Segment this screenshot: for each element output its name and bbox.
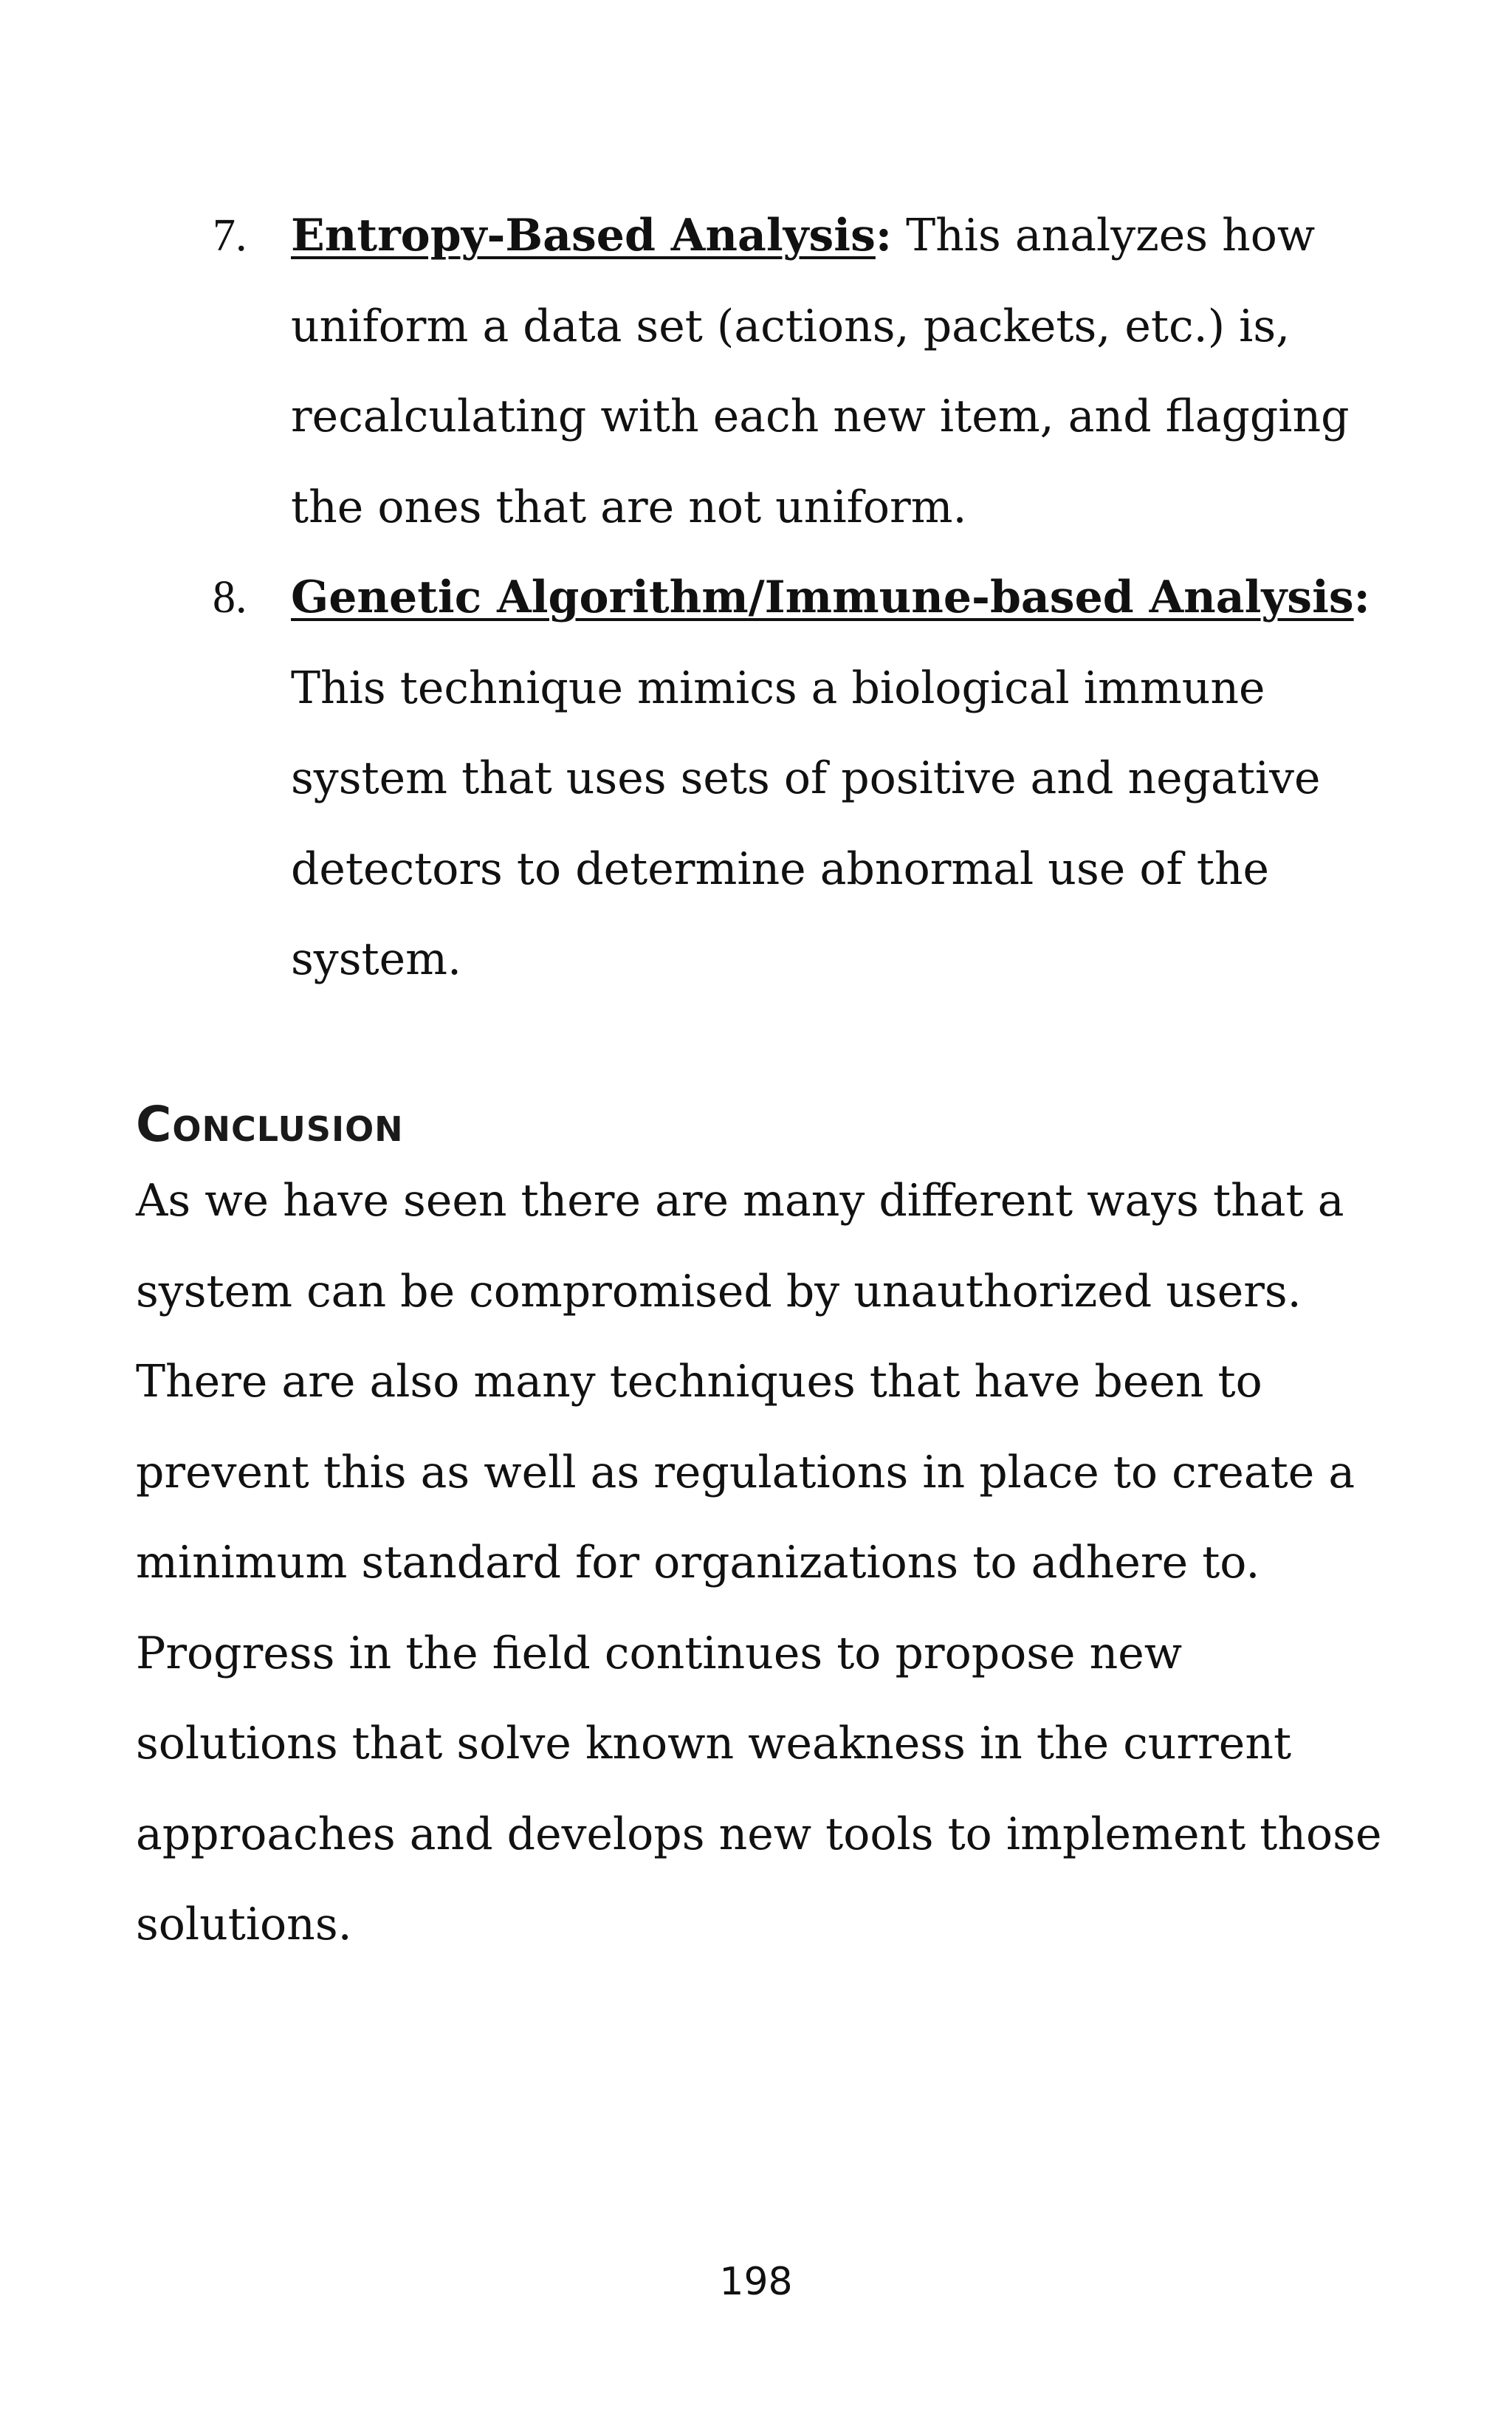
list-item-number: 7. [213, 210, 247, 261]
section-paragraph: As we have seen there are many different ways that a system can be compromised by unauthorized users. There are also many techniques that have been to prevent this as well as regulations in place to create a minimum standard for organizations to adhere to. Progress in the field continues to propose new solutions that solve known weakness in the current approaches and develops new tools to implement those solutions. [136, 1175, 1382, 1950]
page-number: 198 [719, 2260, 793, 2304]
list-item-number: 8. [213, 572, 247, 623]
numbered-list [199, 191, 1381, 1005]
list-item-text: This technique mimics a biological immune system that uses sets of positive and negative detectors to determine abnormal use of the system. [291, 662, 1321, 985]
list-item [199, 191, 1381, 552]
list-item-term: Genetic Algorithm/Immune-based Analysis [291, 572, 1354, 623]
list-item-colon: : [1353, 572, 1370, 623]
list-item-colon: : [875, 210, 893, 261]
list-item-text: This analyzes how uniform a data set (actions, packets, etc.) is, recalculating with each new item, and flagging the ones that are not uniform. [291, 210, 1350, 533]
list-item-term: Entropy-Based Analysis [291, 210, 876, 261]
list-item [199, 552, 1381, 1005]
section-heading: Conclusion [136, 1095, 404, 1153]
